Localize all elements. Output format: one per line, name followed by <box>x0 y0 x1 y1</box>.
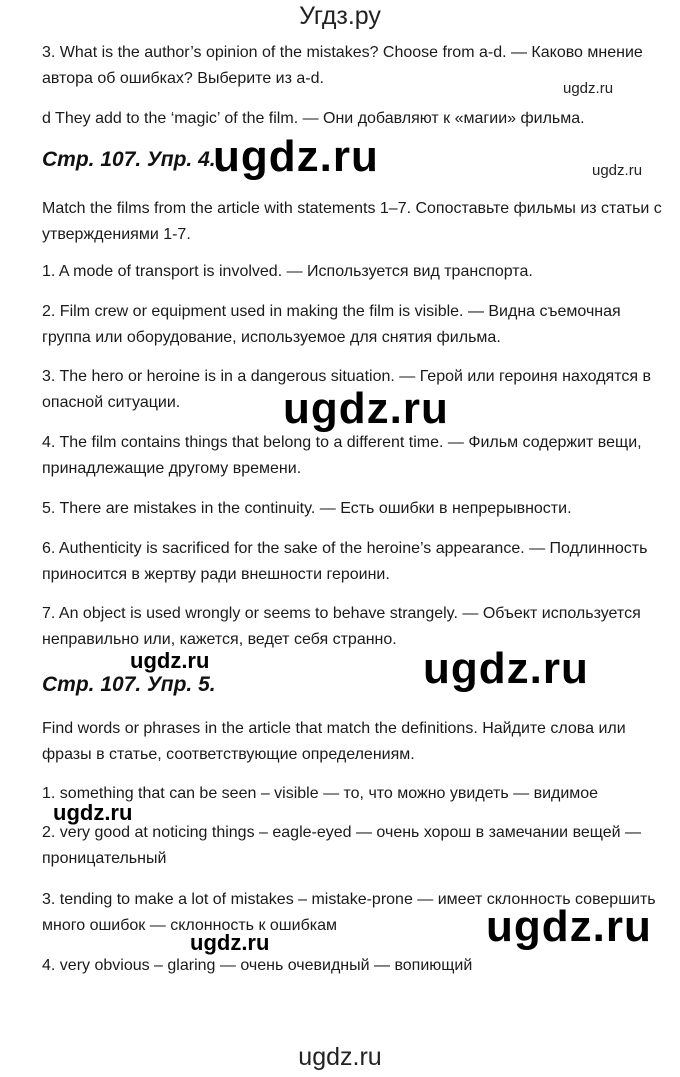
exercise-4-intro: Match the films from the article with statements 1–7. Сопоставьте фильмы из статьи с утверждениями 1-7. <box>42 200 662 243</box>
exercise-4-heading: Стр. 107. Упр. 4. <box>42 148 216 171</box>
exercise-4-item-2: 2. Film crew or equipment used in making the film is visible. — Видна съемочная группа или оборудование, используемое для снятия фильма. <box>42 303 621 346</box>
exercise-5-intro: Find words or phrases in the article that match the definitions. Найдите слова или фразы в статье, соответствующие определениям. <box>42 720 626 763</box>
watermark: ugdz.ru <box>53 800 133 825</box>
exercise-5-item-2: 2. very good at noticing things – eagle-eyed — очень хорош в замечании вещей — проницательный <box>42 824 642 867</box>
watermark: ugdz.ru <box>423 644 589 693</box>
exercise-4-item-3: 3. The hero or heroine is in a dangerous situation. — Герой или героиня находятся в опасной ситуации. <box>42 368 651 411</box>
exercise-4-item-4: 4. The film contains things that belong to a different time. — Фильм содержит вещи, принадлежащие другому времени. <box>42 434 642 477</box>
footer-watermark: ugdz.ru <box>298 1043 382 1071</box>
exercise-5-item-1: 1. something that can be seen – visible — то, что можно увидеть — видимое <box>42 785 599 802</box>
watermark: ugdz.ru <box>190 930 270 955</box>
watermark: ugdz.ru <box>486 902 652 951</box>
watermark: ugdz.ru <box>213 132 379 181</box>
exercise-4-item-6: 6. Authenticity is sacrificed for the sake of the heroine’s appearance. — Подлинность приносится в жертву ради внешности героини. <box>42 540 648 583</box>
watermark: ugdz.ru <box>592 162 643 179</box>
exercise-5-heading: Стр. 107. Упр. 5. <box>42 673 216 696</box>
exercise-4-item-5: 5. There are mistakes in the continuity. — Есть ошибки в непрерывности. <box>42 500 572 517</box>
watermark: ugdz.ru <box>563 80 614 97</box>
exercise-4-item-1: 1. A mode of transport is involved. — Используется вид транспорта. <box>42 263 533 280</box>
site-title: Угдз.ру <box>299 2 381 30</box>
watermark: ugdz.ru <box>130 648 210 673</box>
exercise-5-item-4: 4. very obvious – glaring — очень очевидный — вопиющий <box>42 957 473 974</box>
watermark: ugdz.ru <box>283 384 449 433</box>
exercise-4-item-7: 7. An object is used wrongly or seems to behave strangely. — Объект используется неправильно или, кажется, ведет себя странно. <box>42 605 641 648</box>
question-3: 3. What is the author’s opinion of the mistakes? Choose from a-d. — Каково мнение автора об ошибках? Выберите из a-d. <box>42 44 643 87</box>
question-3-answer: d They add to the ‘magic’ of the film. — Они добавляют к «магии» фильма. <box>42 110 585 127</box>
exercise-5-item-3: 3. tending to make a lot of mistakes – mistake-prone — имеет склонность совершить много ошибок — склонность к ошибкам <box>42 891 656 934</box>
